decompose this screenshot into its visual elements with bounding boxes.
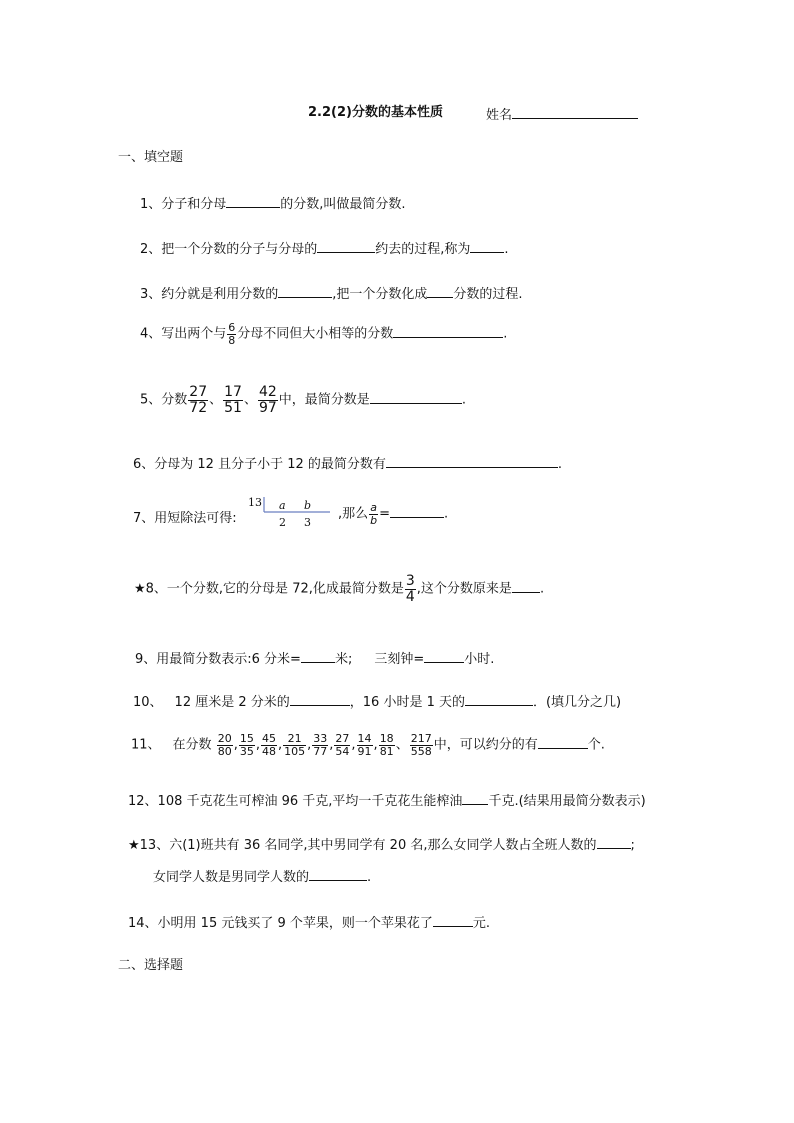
q7-f-num: a [370, 501, 377, 514]
q10-text-b: 12 厘米是 2 分米的 [174, 695, 290, 710]
q11-fraction-4: $\frac{21}{105}$ [284, 732, 306, 758]
q2-text-c: . [504, 242, 509, 257]
q4-text-c: . [503, 326, 508, 342]
q7-fraction [369, 502, 378, 526]
q6-text-b: . [557, 457, 563, 472]
q5-sep-2: 、 [243, 392, 257, 408]
q8-text-a: ★8、一个分数,它的分母是 72,化成最简分数是 [134, 581, 404, 597]
q5-blank[interactable] [370, 391, 462, 404]
name-field [486, 106, 638, 122]
q1-text-b: 的分数,叫做最简分数. [280, 197, 406, 212]
short-division-diagram [246, 494, 336, 534]
q11-fraction-6: $\frac{27}{54}$ [335, 732, 350, 758]
question-13 [128, 836, 635, 852]
section-heading-fill: 一、填空题 [118, 150, 184, 165]
q5-fraction-2 [223, 385, 243, 415]
q5-f1-num: 27 [189, 384, 208, 400]
q11-fraction-7: $\frac{14}{91}$ [357, 732, 372, 758]
q5-f3-den: 97 [258, 399, 277, 416]
q5-text-b: 中，最简分数是 [278, 392, 370, 408]
q2-text-b: 约去的过程,称为 [375, 242, 471, 257]
question-1 [140, 195, 406, 211]
q13-text-d: . [367, 870, 372, 885]
q4-text-b: 分母不同但大小相等的分数 [237, 326, 394, 342]
short-division-result-2: 3 [304, 516, 311, 529]
question-4 [140, 322, 507, 346]
question-10 [133, 693, 621, 709]
q10-text-c: ，16 小时是 1 天的 [349, 695, 465, 710]
q8-numerator: 3 [405, 573, 415, 589]
q8-denominator: 4 [405, 588, 415, 605]
q3-text-c: 分数的过程. [453, 287, 523, 302]
q3-text-b: ,把一个分数化成 [332, 287, 428, 302]
name-blank[interactable] [512, 106, 638, 119]
q5-fraction-1 [188, 385, 208, 415]
q3-text-a: 3、约分就是利用分数的 [140, 287, 279, 302]
short-division-divisor: 13 [248, 496, 262, 509]
question-2 [140, 240, 509, 256]
section-heading-choice: 二、选择题 [118, 958, 184, 973]
q11-text-b: 在分数 [172, 737, 212, 753]
q8-fraction [405, 574, 416, 604]
q10-text-d: ．(填几分之几) [532, 695, 622, 710]
q11-fraction-1: $\frac{20}{80}$ [217, 732, 232, 758]
question-13-line-2 [153, 868, 371, 884]
q11-fraction-8: $\frac{18}{81}$ [379, 732, 394, 758]
q14-blank[interactable] [433, 914, 473, 927]
q12-text-b: 千克.(结果用最简分数表示) [488, 794, 646, 809]
q10-text-a: 10、 [133, 695, 163, 710]
question-5 [140, 385, 466, 415]
q4-blank[interactable] [393, 325, 503, 338]
q12-blank[interactable] [462, 792, 488, 805]
q13-text-b: ; [630, 838, 635, 853]
q3-blank-2[interactable] [427, 285, 453, 298]
q2-blank-1[interactable] [317, 240, 375, 253]
q2-text-a: 2、把一个分数的分子与分母的 [140, 242, 318, 257]
q11-blank[interactable] [538, 736, 588, 749]
q11-text-a: 11、 [131, 737, 161, 753]
q13-blank-2[interactable] [309, 868, 367, 881]
question-6 [133, 455, 562, 471]
q2-blank-2[interactable] [470, 240, 504, 253]
q1-blank[interactable] [226, 195, 280, 208]
q5-fraction-3 [258, 385, 278, 415]
q5-sep-1: 、 [209, 392, 223, 408]
q11-fraction-2: $\frac{15}{35}$ [239, 732, 254, 758]
q6-blank[interactable] [386, 455, 558, 468]
q13-text-a: ★13、六(1)班共有 36 名同学,其中男同学有 20 名,那么女同学人数占全班人数的 [128, 838, 597, 853]
q10-blank-2[interactable] [465, 693, 533, 706]
question-11: 11、 在分数 $\frac{20}{80}$ , $\frac{15}{35}$ , $\frac{45}{48}$ , $\frac{21}{105}$ , $\frac{33}{77}$ , $\frac{27}{54}$ , $\frac{14}{91}$ , $\frac{18}{81}$ 、 $\frac{217}{558}$ 中，可以约分的有 个. [131, 732, 605, 758]
name-label: 姓名 [486, 108, 513, 123]
q9-text-b: 米; [334, 652, 353, 667]
q9-text-a: 9、用最简分数表示:6 分米= [135, 652, 301, 667]
page-title: 2.2(2)分数的基本性质 [308, 105, 443, 120]
question-14 [128, 914, 490, 930]
q8-text-c: . [539, 581, 545, 597]
question-7-tail [338, 502, 448, 526]
question-3 [140, 285, 523, 301]
q14-text-a: 14、小明用 15 元钱买了 9 个苹果，则一个苹果花了 [128, 916, 433, 931]
q4-numerator: 6 [228, 321, 236, 334]
q8-text-b: ,这个分数原来是 [416, 581, 512, 597]
q14-text-b: 元. [472, 916, 491, 931]
short-division-result-1: 2 [279, 516, 286, 529]
q11-fraction-5: $\frac{33}{77}$ [313, 732, 328, 758]
q4-fraction [227, 322, 236, 346]
q5-f2-num: 17 [224, 384, 242, 400]
short-division-top-b: b [304, 499, 312, 512]
q5-text-a: 5、分数 [140, 392, 188, 408]
q5-text-c: . [461, 392, 466, 408]
q9-blank-1[interactable] [301, 650, 335, 663]
q9-blank-2[interactable] [424, 650, 464, 663]
q13-text-c: 女同学人数是男同学人数的 [153, 870, 310, 885]
q8-blank[interactable] [512, 580, 540, 593]
short-division-top-a: a [279, 499, 286, 512]
q11-text-d: 个. [587, 737, 605, 753]
q7-text-b: ,那么 [338, 506, 369, 522]
q11-fraction-3: $\frac{45}{48}$ [261, 732, 276, 758]
q3-blank-1[interactable] [278, 285, 332, 298]
q9-text-c: 三刻钟= [374, 652, 425, 667]
q4-denominator: 8 [228, 333, 236, 347]
question-7-text [133, 512, 237, 525]
question-8 [134, 574, 544, 604]
q1-text-a: 1、分子和分母 [140, 197, 227, 212]
q7-text-d: . [444, 506, 449, 522]
q5-f2-den: 51 [224, 399, 242, 416]
q11-fraction-9: $\frac{217}{558}$ [410, 732, 432, 758]
q5-f3-num: 42 [258, 384, 277, 400]
question-12 [128, 792, 646, 808]
q6-text-a: 6、分母为 12 且分子小于 12 的最简分数有 [133, 457, 386, 472]
q7-blank[interactable] [390, 505, 444, 518]
q12-text-a: 12、108 千克花生可榨油 96 千克,平均一千克花生能榨油 [128, 794, 463, 809]
q10-blank-1[interactable] [290, 693, 350, 706]
q9-text-d: 小时. [464, 652, 495, 667]
q7-f-den: b [370, 513, 378, 527]
q5-f1-den: 72 [189, 399, 208, 416]
q4-text-a: 4、写出两个与 [140, 326, 227, 342]
q13-blank-1[interactable] [597, 836, 631, 849]
question-9 [135, 650, 494, 666]
q11-text-c: 中，可以约分的有 [433, 737, 538, 753]
q7-text-c: = [379, 506, 391, 522]
q7-text-a: 7、用短除法可得: [133, 511, 237, 526]
